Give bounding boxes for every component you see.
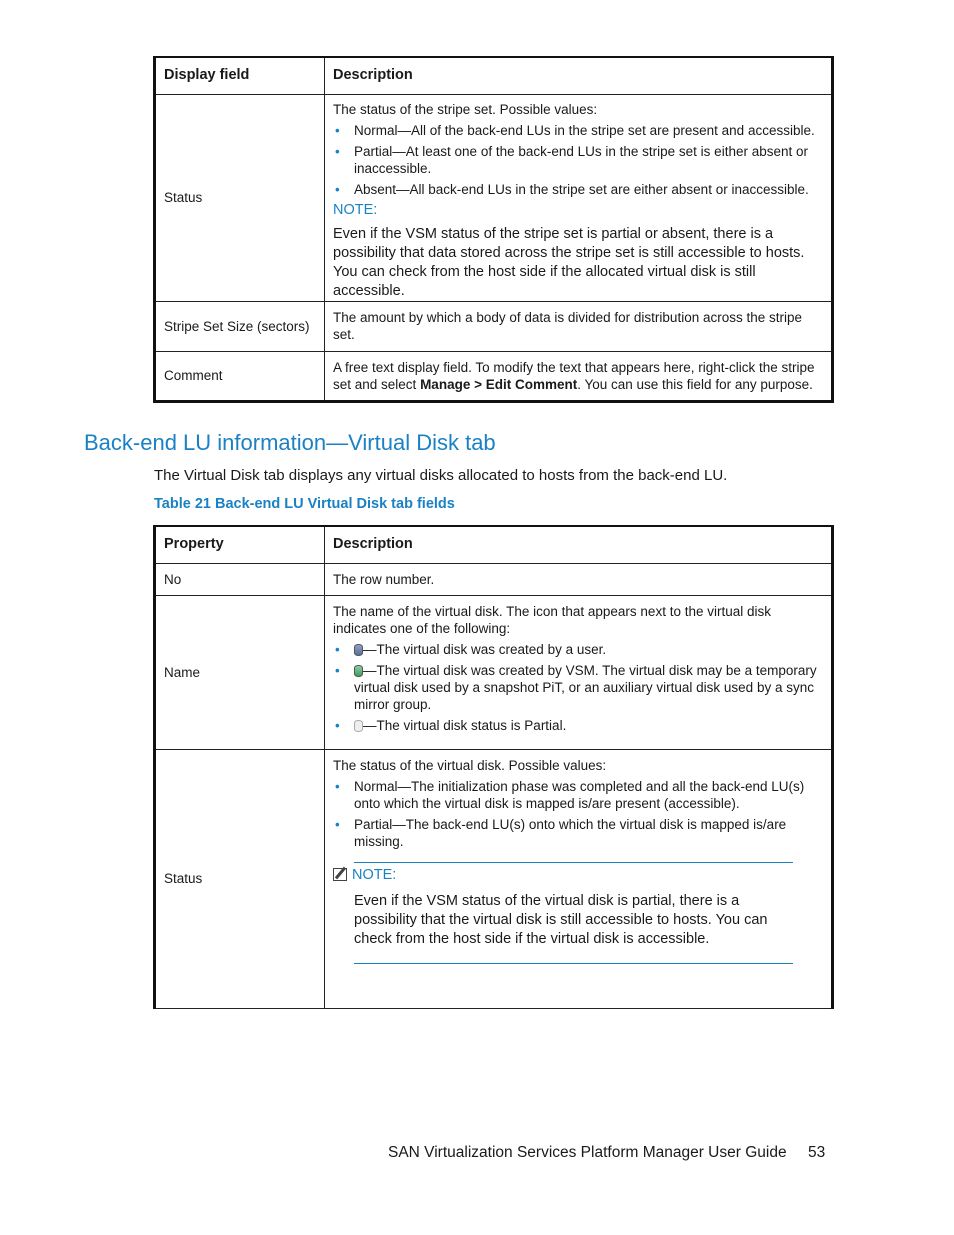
list-item: • Normal—All of the back-end LUs in the stripe set are present and accessible. (333, 122, 823, 139)
column-header-property: Property (155, 526, 325, 563)
note-text: Even if the VSM status of the stripe set is partial or absent, there is a possibility that data stored across the stripe set is still accessible to hosts. You can check from the host side if the allocated virtual disk is still accessible. (333, 225, 805, 299)
stripe-set-fields-table (153, 56, 834, 403)
table-row (155, 351, 833, 401)
note-icon (333, 868, 347, 881)
table-row (155, 94, 833, 301)
list-item: • Partial—The back-end LU(s) onto which the virtual disk is mapped is/are missing. (333, 816, 823, 850)
section-heading: Back-end LU information—Virtual Disk tab (84, 430, 496, 455)
description-text: A free text display field. To modify the text that appears here, right-click the stripe set and select (333, 359, 815, 392)
list-item: • Absent—All back-end LUs in the stripe set are either absent or inaccessible. (333, 181, 823, 198)
list-item: • Normal—The initialization phase was completed and all the back-end LU(s) onto which the virtual disk is mapped is/are present (accessible). (333, 778, 823, 812)
table-row (155, 595, 833, 749)
description-intro: The name of the virtual disk. The icon that appears next to the virtual disk indicates one of the following: (333, 603, 771, 636)
field-name: No (155, 563, 325, 595)
page-number: 53 (808, 1144, 826, 1161)
description-intro: The status of the virtual disk. Possible values: (333, 757, 607, 773)
table-header-row (155, 57, 833, 94)
footer-title: SAN Virtualization Services Platform Manager User Guide (388, 1144, 787, 1161)
list-item: • Partial—At least one of the back-end LUs in the stripe set is either absent or inaccessible. (333, 143, 823, 177)
table-row (155, 749, 833, 1008)
field-name: Status (155, 94, 325, 301)
table-header-row (155, 526, 833, 563)
section-intro: The Virtual Disk tab displays any virtual disks allocated to hosts from the back-end LU. (154, 467, 728, 484)
list-item (333, 717, 823, 734)
disk-partial-icon (354, 720, 363, 732)
list-item-text: —The virtual disk was created by VSM. The virtual disk may be a temporary virtual disk used by a snapshot PiT, or an auxiliary virtual disk used by a sync mirror group. (354, 662, 817, 712)
field-name: Stripe Set Size (sectors) (155, 301, 325, 351)
field-description: The amount by which a body of data is divided for distribution across the stripe set. (325, 301, 833, 351)
note-box (354, 862, 793, 964)
field-name: Name (155, 595, 325, 749)
field-description (325, 351, 833, 401)
disk-user-icon (354, 644, 363, 656)
note-header (333, 867, 793, 884)
bullet-list (333, 122, 823, 198)
disk-vsm-icon (354, 665, 363, 677)
table-row (155, 301, 833, 351)
list-item (333, 662, 823, 713)
note-label: NOTE: (333, 201, 378, 218)
table-row (155, 563, 833, 595)
list-item-text: —The virtual disk status is Partial. (363, 717, 567, 733)
column-header-description: Description (325, 526, 833, 563)
description-intro: The status of the stripe set. Possible values: (333, 101, 598, 117)
field-name: Status (155, 749, 325, 1008)
list-item-text: —The virtual disk was created by a user. (363, 641, 607, 657)
description-text: . You can use this field for any purpose. (577, 376, 813, 392)
bullet-list (333, 641, 823, 734)
virtual-disk-fields-table (153, 525, 834, 1009)
column-header-display-field: Display field (155, 57, 325, 94)
field-name: Comment (155, 351, 325, 401)
note-label: NOTE: (352, 866, 397, 883)
list-item (333, 641, 823, 658)
note-text: Even if the VSM status of the virtual disk is partial, there is a possibility that the virtual disk is still accessible to hosts. You can check from the host side if the virtual disk is accessible. (354, 892, 768, 947)
bullet-list (333, 778, 823, 850)
column-header-description: Description (325, 57, 833, 94)
field-description (325, 94, 833, 301)
field-description (325, 595, 833, 749)
field-description (325, 749, 833, 1008)
field-description: The row number. (325, 563, 833, 595)
table-caption: Table 21 Back-end LU Virtual Disk tab fields (154, 496, 455, 512)
menu-path: Manage > Edit Comment (420, 376, 578, 392)
